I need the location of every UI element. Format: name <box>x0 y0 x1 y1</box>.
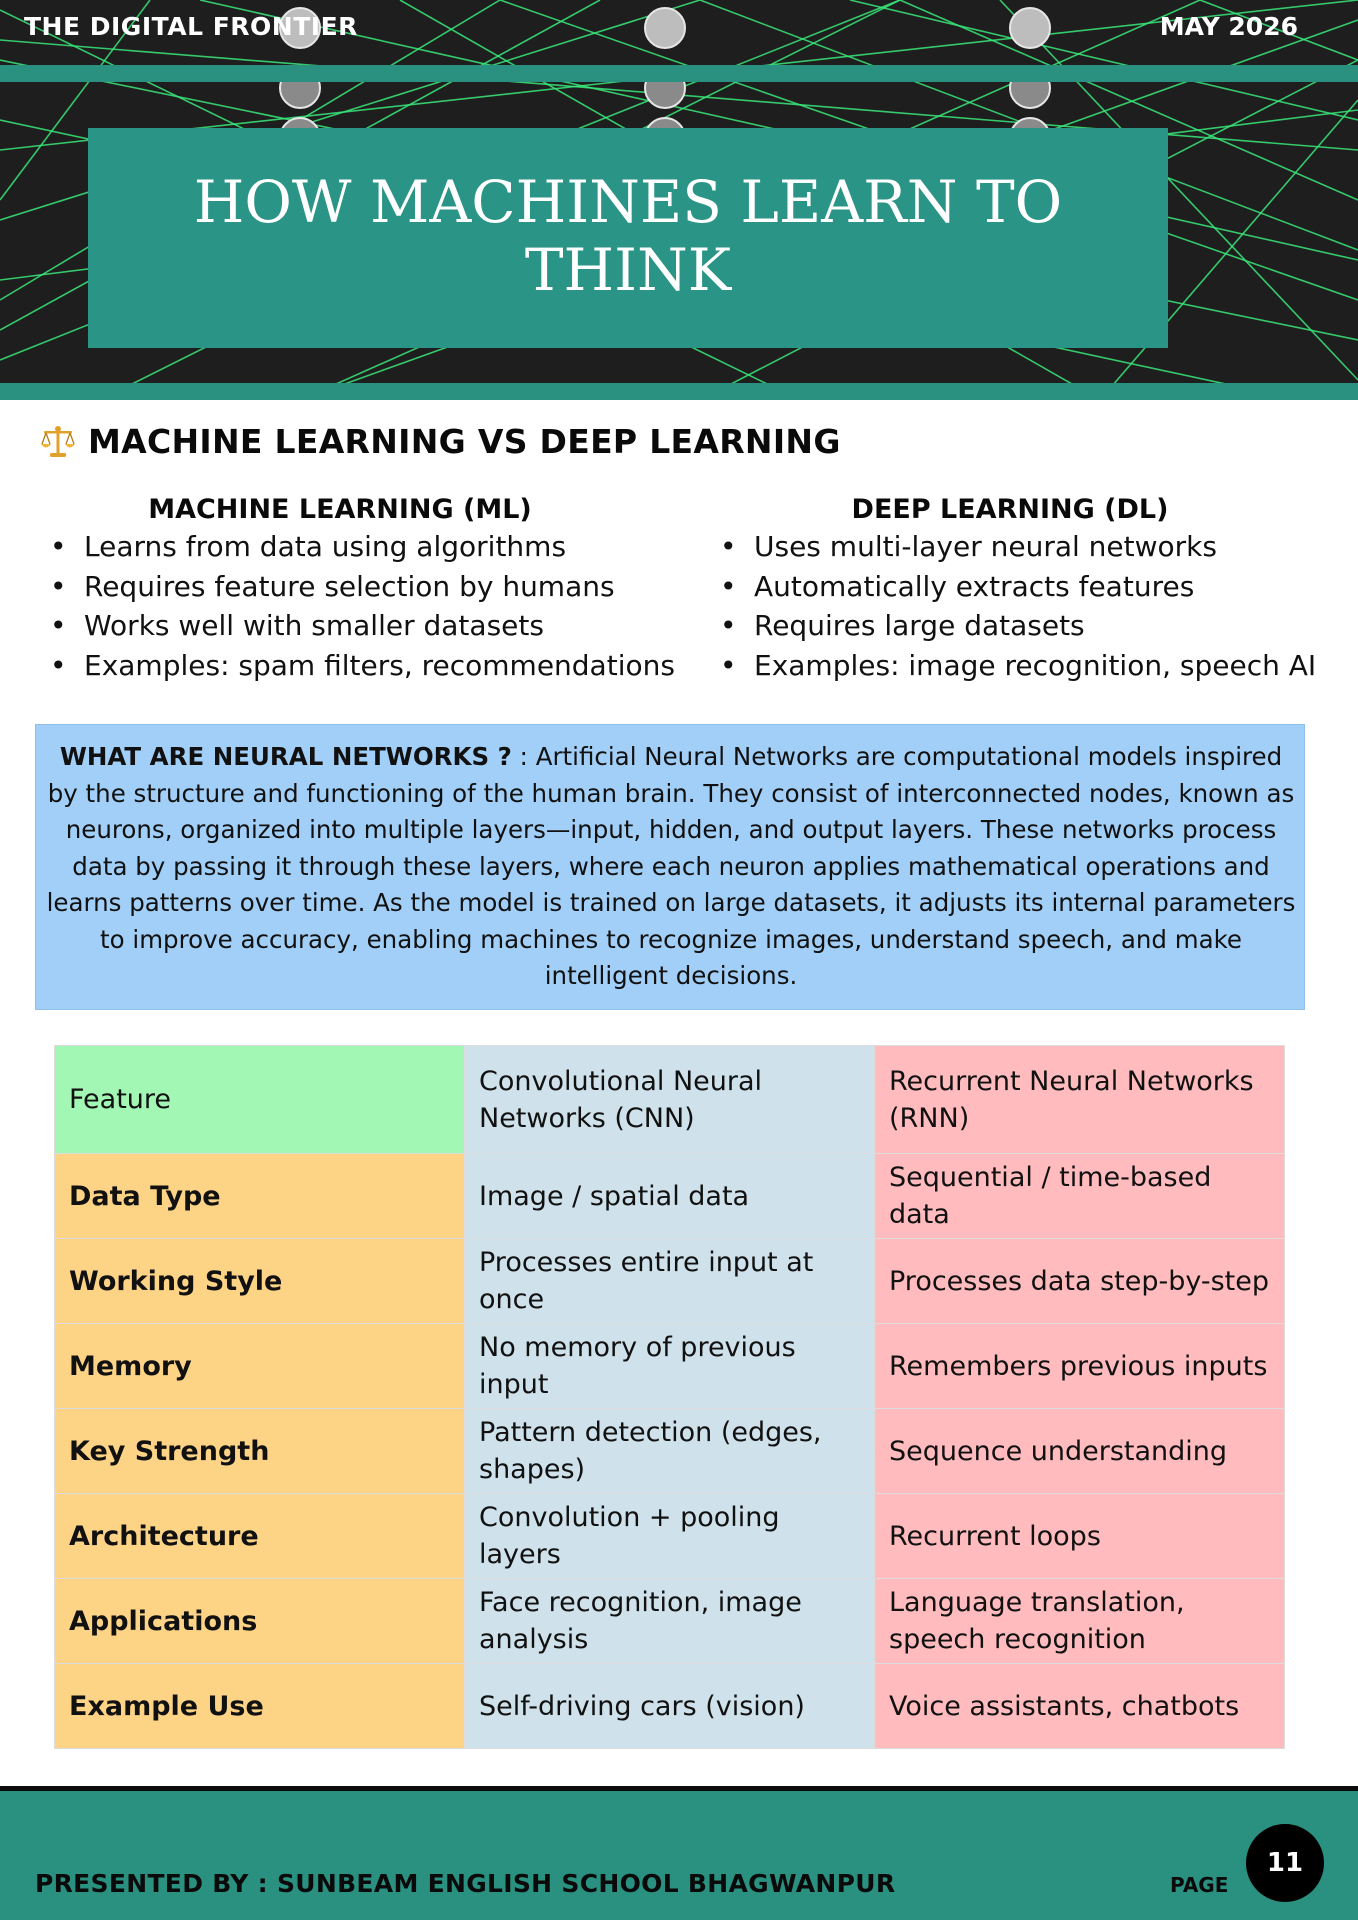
magazine-name: THE DIGITAL FRONTIER <box>24 12 358 41</box>
cnn-vs-rnn-table <box>54 1045 1285 1749</box>
table-row <box>55 1324 1285 1409</box>
table-cell: Processes data step-by-step <box>875 1239 1285 1324</box>
info-label: WHAT ARE NEURAL NETWORKS ? <box>59 742 512 771</box>
issue-date: MAY 2026 <box>1159 12 1298 41</box>
table-header-cell: Convolutional Neural Networks (CNN) <box>465 1046 875 1154</box>
table-cell: Recurrent loops <box>875 1494 1285 1579</box>
dl-list <box>710 527 1340 685</box>
table-cell: Key Strength <box>55 1409 465 1494</box>
network-node <box>645 8 685 48</box>
ml-list <box>40 527 675 685</box>
table-cell: Convolution + pooling layers <box>465 1494 875 1579</box>
table-header-cell: Feature <box>55 1046 465 1154</box>
table-cell: Working Style <box>55 1239 465 1324</box>
table-cell: Pattern detection (edges, shapes) <box>465 1409 875 1494</box>
table-cell: Voice assistants, chatbots <box>875 1664 1285 1749</box>
balance-scale-icon <box>40 425 76 459</box>
neural-networks-info-box <box>35 724 1305 1010</box>
dl-heading: DEEP LEARNING (DL) <box>851 494 1169 525</box>
table-row <box>55 1494 1285 1579</box>
title-box <box>88 128 1168 348</box>
presented-by: PRESENTED BY : SUNBEAM ENGLISH SCHOOL BHAGWANPUR <box>35 1869 896 1898</box>
network-node <box>1010 8 1050 48</box>
list-item: • Requires feature selection by humans <box>50 569 615 603</box>
info-text: : Artificial Neural Networks are computational models inspired by the structure and functioning of the human brain. They consist of interconnected nodes, known as neurons, organized into multiple layers—input, hidden, and output layers. These networks process data by passing it through these layers, where each neuron applies mathematical operations and learns patterns over time. As the model is trained on large datasets, it adjusts its internal parameters to improve accuracy, enabling machines to recognize images, understand speech, and make intelligent decisions. <box>46 742 1296 990</box>
table-row <box>55 1154 1285 1239</box>
section-heading <box>40 422 841 461</box>
info-paragraph <box>46 739 1296 995</box>
footer <box>0 1791 1358 1920</box>
header-bottom-band <box>0 383 1358 400</box>
table-cell: Memory <box>55 1324 465 1409</box>
table-row <box>55 1579 1285 1664</box>
table-cell: Sequence understanding <box>875 1409 1285 1494</box>
table-cell: Face recognition, image analysis <box>465 1579 875 1664</box>
table-cell: Image / spatial data <box>465 1154 875 1239</box>
header-accent-band <box>0 65 1358 82</box>
table-row <box>55 1409 1285 1494</box>
table-cell: Example Use <box>55 1664 465 1749</box>
list-item: • Requires large datasets <box>720 609 1085 642</box>
table-cell: Self-driving cars (vision) <box>465 1664 875 1749</box>
table-cell: Architecture <box>55 1494 465 1579</box>
table-cell: Language translation, speech recognition <box>875 1579 1285 1664</box>
list-item: • Automatically extracts features <box>720 569 1195 603</box>
list-item: • Learns from data using algorithms <box>50 530 567 563</box>
table-cell: Applications <box>55 1579 465 1664</box>
list-item: • Uses multi-layer neural networks <box>720 530 1217 563</box>
table-cell: Remembers previous inputs <box>875 1324 1285 1409</box>
list-item: • Works well with smaller datasets <box>50 609 544 642</box>
section-title: MACHINE LEARNING VS DEEP LEARNING <box>88 422 841 461</box>
machine-learning-column <box>40 494 675 685</box>
page-number-badge: 11 <box>1246 1824 1324 1902</box>
page-title: HOW MACHINES LEARN TO THINK <box>193 168 1063 304</box>
table-cell: Data Type <box>55 1154 465 1239</box>
table-cell: Sequential / time-based data <box>875 1154 1285 1239</box>
table-cell: No memory of previous input <box>465 1324 875 1409</box>
list-item: • Examples: image recognition, speech AI <box>720 648 1317 682</box>
header-banner <box>0 0 1358 400</box>
table-header-cell: Recurrent Neural Networks (RNN) <box>875 1046 1285 1154</box>
page-label: PAGE <box>1170 1873 1229 1897</box>
table-header-row <box>55 1046 1285 1154</box>
list-item: • Examples: spam filters, recommendations <box>50 648 675 682</box>
table-row <box>55 1239 1285 1324</box>
table-cell: Processes entire input at once <box>465 1239 875 1324</box>
table-row <box>55 1664 1285 1749</box>
ml-heading: MACHINE LEARNING (ML) <box>148 494 532 525</box>
deep-learning-column <box>710 494 1340 685</box>
